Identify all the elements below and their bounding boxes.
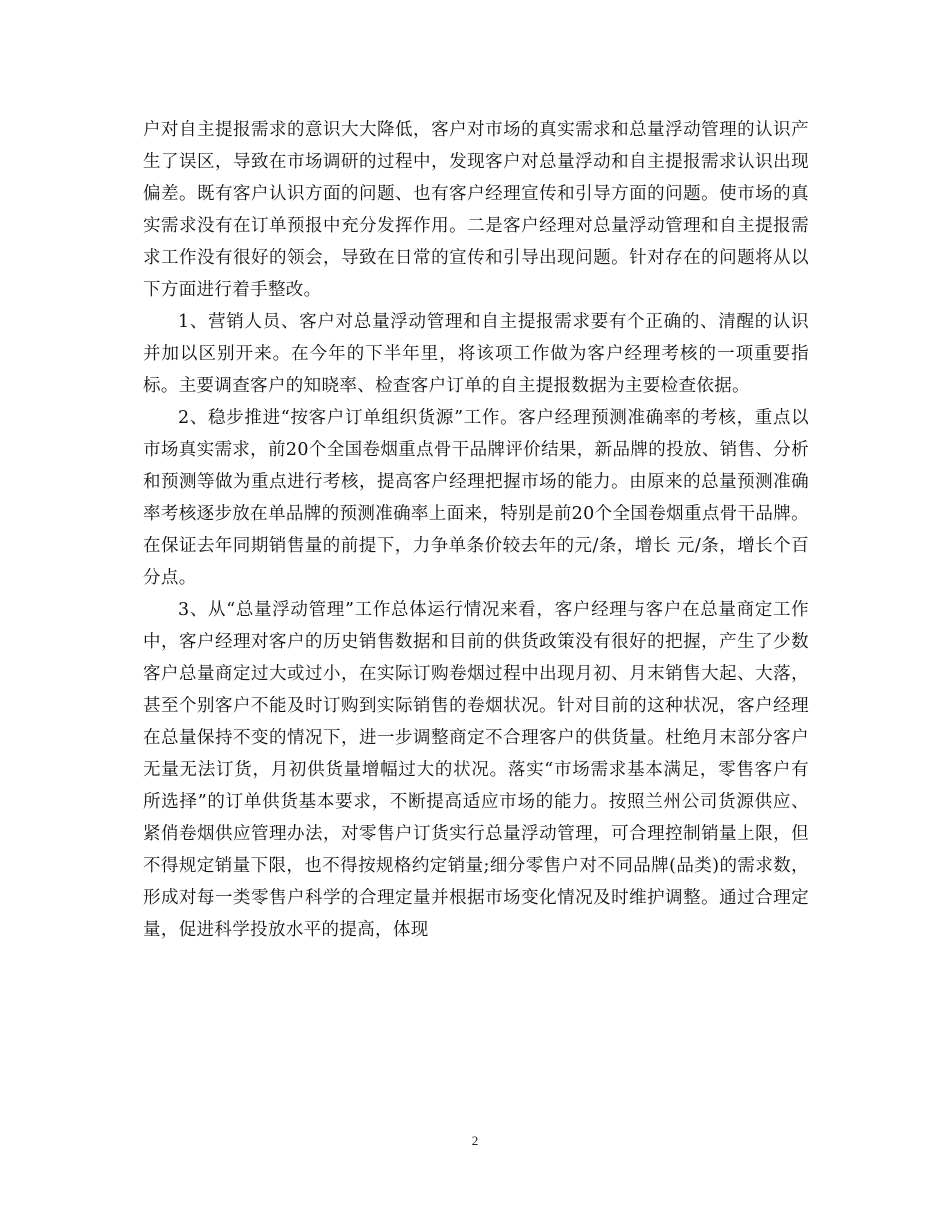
- paragraph-continuation: 户对自主提报需求的意识大大降低，客户对市场的真实需求和总量浮动管理的认识产生了误区，导致在市场调研的过程中，发现客户对总量浮动和自主提报需求认识出现偏差。既有客户认识方面的问题、也有客户经理宣传和引导方面的问题。使市场的真实需求没有在订单预报中充分发挥作用。二是客户经理对总量浮动管理和自主提报需求工作没有很好的领会，导致在日常的宣传和引导出现问题。针对存在的问题将从以下方面进行着手整改。: [143, 120, 809, 300]
- paragraph-item-1: 1、营销人员、客户对总量浮动管理和自主提报需求要有个正确的、清醒的认识并加以区别开来。在今年的下半年里，将该项工作做为客户经理考核的一项重要指标。主要调查客户的知晓率、检查客户订单的自主提报数据为主要检查依据。: [143, 312, 809, 396]
- paragraph-item-3: 3、从“总量浮动管理”工作总体运行情况来看，客户经理与客户在总量商定工作中，客户经理对客户的历史销售数据和目前的供货政策没有很好的把握，产生了少数客户总量商定过大或过小，在实际订购卷烟过程中出现月初、月末销售大起、大落，甚至个别客户不能及时订购到实际销售的卷烟状况。针对目前的这种状况，客户经理在总量保持不变的情况下，进一步调整商定不合理客户的供货量。杜绝月末部分客户无量无法订货，月初供货量增幅过大的状况。落实“市场需求基本满足，零售客户有所选择”的订单供货基本要求，不断提高适应市场的能力。按照兰州公司货源供应、紧俏卷烟供应管理办法，对零售户订货实行总量浮动管理，可合理控制销量上限，但不得规定销量下限，也不得按规格约定销量;细分零售户对不同品牌(品类)的需求数，形成对每一类零售户科学的合理定量并根据市场变化情况及时维护调整。通过合理定量，促进科学投放水平的提高，体现: [143, 600, 809, 940]
- document-body: [143, 114, 809, 946]
- page-number: 2: [471, 1133, 479, 1148]
- paragraph-item-2: 2、稳步推进“按客户订单组织货源”工作。客户经理预测准确率的考核，重点以市场真实需求，前20个全国卷烟重点骨干品牌评价结果，新品牌的投放、销售、分析和预测等做为重点进行考核，提高客户经理把握市场的能力。由原来的总量预测准确率考核逐步放在单品牌的预测准确率上面来，特别是前20个全国卷烟重点骨干品牌。在保证去年同期销售量的前提下，力争单条价较去年的元/条，增长 元/条，增长个百分点。: [143, 408, 809, 588]
